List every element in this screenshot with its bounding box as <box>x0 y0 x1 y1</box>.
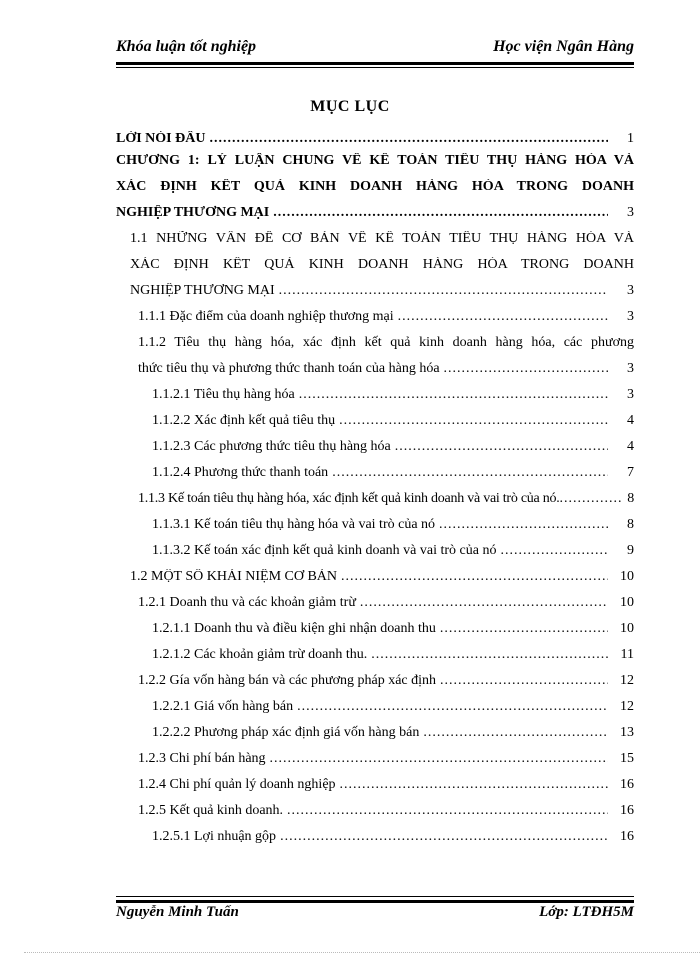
toc-entry[interactable] <box>138 361 634 383</box>
toc-entry[interactable] <box>152 439 634 461</box>
toc-entry[interactable] <box>138 673 634 695</box>
dot-leader <box>287 803 608 819</box>
toc-entry-title: 1.1.2.3 Các phương thức tiêu thụ hàng hóa <box>152 439 391 454</box>
toc-entry-title: 1.2.2.1 Giá vốn hàng bán <box>152 699 294 714</box>
toc-entry-page: 3 <box>627 283 634 298</box>
toc-entry-title: 1.2.1 Doanh thu và các khoản giảm trừ <box>138 595 356 610</box>
toc-entry-page: 7 <box>627 465 634 480</box>
toc-entry-chapter-line[interactable] <box>116 153 634 175</box>
toc-entry-page: 10 <box>620 595 634 610</box>
toc-entry-page: 4 <box>627 413 634 428</box>
toc-entry-title: 1.1.3.1 Kế toán tiêu thụ hàng hóa và vai trò của nó <box>152 517 436 532</box>
toc-entry-title: XÁC ĐỊNH KẾT QUẢ KINH DOANH HÀNG HÓA TRONG DOANH <box>130 257 634 272</box>
page-header <box>116 38 634 60</box>
toc-entry-title: 1.1 NHỮNG VẤN ĐỀ CƠ BẢN VỀ KẾ TOÁN TIÊU THỤ HÀNG HÓA VÀ <box>130 231 634 246</box>
toc-entry-title: LỜI NÓI ĐẦU <box>116 131 206 146</box>
dot-leader <box>371 647 608 663</box>
toc-entry-title: 1.1.2.1 Tiêu thụ hàng hóa <box>152 387 295 402</box>
dot-leader <box>500 543 608 559</box>
dot-leader <box>209 131 608 147</box>
header-rule-thin <box>116 67 634 68</box>
toc-entry-title: thức tiêu thụ và phương thức thanh toán của hàng hóa <box>138 361 440 376</box>
toc-entry[interactable] <box>138 595 634 617</box>
toc-entry-page: 4 <box>627 439 634 454</box>
dot-leader <box>273 205 608 221</box>
toc-entry-page: 3 <box>627 309 634 324</box>
toc-entry-title: 1.1.2.4 Phương thức thanh toán <box>152 465 329 480</box>
toc-entry-title: CHƯƠNG 1: LÝ LUẬN CHUNG VỀ KẾ TOÁN TIÊU THỤ HÀNG HÓA VÀ <box>116 153 634 168</box>
dot-leader <box>270 751 608 767</box>
toc-entry-title: 1.1.2.2 Xác định kết quả tiêu thụ <box>152 413 336 428</box>
toc-entry[interactable] <box>152 543 634 565</box>
toc-entry-page: 10 <box>620 569 634 584</box>
toc-entry[interactable] <box>130 569 634 591</box>
dot-leader <box>444 361 608 377</box>
toc-entry-page: 13 <box>620 725 634 740</box>
toc-entry-page: 9 <box>627 543 634 558</box>
toc-entry-title: 1.2.5.1 Lợi nhuận gộp <box>152 829 277 844</box>
toc-entry-page: 16 <box>620 829 634 844</box>
toc-entry-page: 11 <box>620 647 634 662</box>
dot-leader <box>560 491 622 507</box>
toc-entry-page: 3 <box>627 205 634 220</box>
toc-entry-title: 1.2.1.1 Doanh thu và điều kiện ghi nhận doanh thu <box>152 621 436 636</box>
toc-entry-subsection-line[interactable] <box>138 335 634 357</box>
toc-entry[interactable] <box>138 751 634 773</box>
header-thesis-label: Khóa luận tốt nghiệp <box>116 38 257 55</box>
toc-entry[interactable] <box>138 803 634 825</box>
dot-leader <box>440 673 608 689</box>
dot-leader <box>398 309 608 325</box>
toc-entry[interactable] <box>130 283 634 305</box>
toc-entry-page: 16 <box>620 777 634 792</box>
page-footer <box>116 904 634 926</box>
toc-entry-section-line[interactable] <box>130 257 634 279</box>
footer-class: Lớp: LTĐH5M <box>539 904 634 920</box>
toc-entry-page: 8 <box>627 517 634 532</box>
toc-entry-page: 3 <box>627 387 634 402</box>
toc-entry[interactable] <box>152 829 634 851</box>
toc-entry-page: 10 <box>620 621 634 636</box>
toc-entry[interactable] <box>116 205 634 227</box>
dot-leader <box>423 725 608 741</box>
dot-leader <box>340 777 608 793</box>
toc-entry-title: 1.1.3 Kế toán tiêu thụ hàng hóa, xác định kết quả kinh doanh và vai trò của nó. <box>138 491 560 506</box>
toc-entry[interactable] <box>152 465 634 487</box>
footer-author: Nguyễn Minh Tuấn <box>116 904 239 920</box>
dot-leader <box>280 829 608 845</box>
toc-entry-section-line[interactable] <box>130 231 634 253</box>
toc-entry-title: 1.2.3 Chi phí bán hàng <box>138 751 266 766</box>
dot-leader <box>299 387 608 403</box>
toc-entry-page: 12 <box>620 699 634 714</box>
header-institution: Học viện Ngân Hàng <box>493 38 634 55</box>
dot-leader <box>395 439 608 455</box>
toc-entry-page: 15 <box>620 751 634 766</box>
toc-entry[interactable] <box>152 725 634 747</box>
toc-entry-title: 1.1.1 Đặc điểm của doanh nghiệp thương mại <box>138 309 394 324</box>
toc-entry[interactable] <box>152 387 634 409</box>
toc-entry[interactable] <box>152 699 634 721</box>
toc-entry[interactable] <box>138 309 634 331</box>
toc-entry-page: 3 <box>627 361 634 376</box>
toc-entry-title: 1.2.4 Chi phí quản lý doanh nghiệp <box>138 777 336 792</box>
toc-entry[interactable] <box>152 517 634 539</box>
dot-leader <box>360 595 608 611</box>
dot-leader <box>439 517 608 533</box>
toc-entry-page: 1 <box>627 131 634 146</box>
toc-entry[interactable] <box>138 491 634 513</box>
dot-leader <box>332 465 608 481</box>
toc-entry-title: 1.2.2 Gía vốn hàng bán và các phương pháp xác định <box>138 673 437 688</box>
toc-entry-title: NGHIỆP THƯƠNG MẠI <box>116 205 270 220</box>
toc-entry-title: XÁC ĐỊNH KẾT QUẢ KINH DOANH HÀNG HÓA TRONG DOANH <box>116 179 634 194</box>
dot-leader <box>297 699 608 715</box>
toc-entry-page: 16 <box>620 803 634 818</box>
footer-rule-thick <box>116 900 634 903</box>
footer-rule-thin <box>116 896 634 897</box>
toc-entry-title: 1.1.3.2 Kế toán xác định kết quả kinh doanh và vai trò của nó <box>152 543 497 558</box>
toc-entry-title: 1.2.5 Kết quả kinh doanh. <box>138 803 284 818</box>
toc-entry-title: 1.1.2 Tiêu thụ hàng hóa, xác định kết quả kinh doanh hàng hóa, các phương <box>138 335 634 350</box>
toc-entry-page: 12 <box>620 673 634 688</box>
toc-entry-title: 1.2.1.2 Các khoản giảm trừ doanh thu. <box>152 647 368 662</box>
toc-entry-chapter-line[interactable] <box>116 179 634 201</box>
toc-entry-title: 1.2 MỘT SỐ KHÁI NIỆM CƠ BẢN <box>130 569 338 584</box>
toc-entry[interactable] <box>152 647 634 669</box>
toc-entry[interactable] <box>152 621 634 643</box>
toc-entry-title: NGHIỆP THƯƠNG MẠI <box>130 283 275 298</box>
dot-leader <box>341 569 608 585</box>
toc-entry[interactable] <box>116 131 634 153</box>
page-edge-divider <box>24 952 700 953</box>
dot-leader <box>339 413 608 429</box>
header-rule-thick <box>116 62 634 65</box>
page-title: MỤC LỤC <box>310 98 390 115</box>
toc-entry-page: 8 <box>627 491 634 506</box>
dot-leader <box>440 621 608 637</box>
toc-entry[interactable] <box>138 777 634 799</box>
toc-entry-title: 1.2.2.2 Phương pháp xác định giá vốn hàng bán <box>152 725 420 740</box>
toc-entry[interactable] <box>152 413 634 435</box>
dot-leader <box>279 283 608 299</box>
